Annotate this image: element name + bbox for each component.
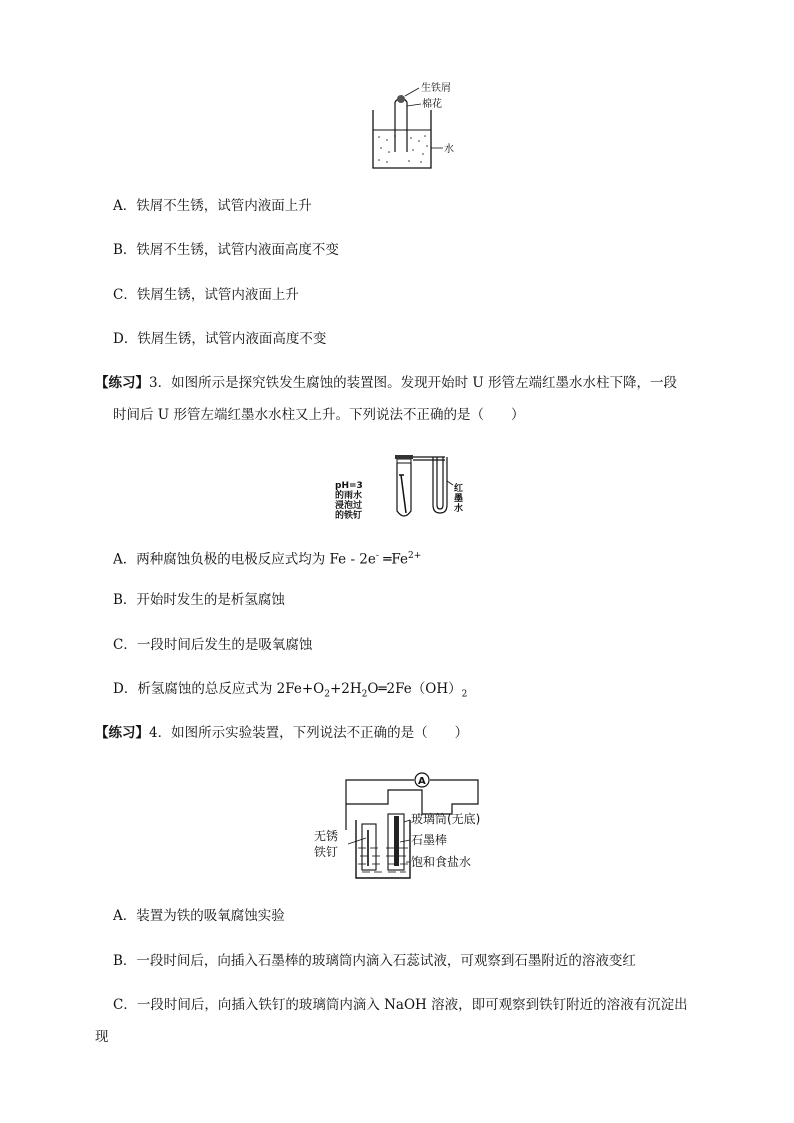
q3-d-sub3: 2 [461, 689, 468, 700]
q3-a-sup-charge: 2+ [407, 551, 422, 561]
q3-a-mid: ═Fe [378, 551, 408, 568]
fig4-label-graphite: 石墨棒 [411, 833, 448, 847]
fig4-label-iron-nail: 铁钉 [314, 845, 339, 859]
fig3-label-ink: 墨 [454, 494, 464, 504]
fig3-label-soaked: 浸泡过 [335, 501, 363, 511]
fig4-ammeter-label: A [418, 776, 426, 787]
q4-tag: 【练习】 [95, 725, 149, 741]
figure-test-tube-beaker [365, 82, 475, 174]
q3-tag: 【练习】 [95, 375, 149, 391]
q3-option-b: B．开始时发生的是析氢腐蚀 [113, 592, 285, 608]
q3-option-c: C．一段时间后发生的是吸氧腐蚀 [113, 637, 313, 653]
fig4-label-brine: 饱和食盐水 [411, 855, 472, 869]
q3-d-text: D．析氢腐蚀的总反应式为 2Fe+O [113, 681, 325, 697]
fig3-label-red: 红 [454, 484, 464, 494]
q3-stem-line2: 时间后 U 形管左端红墨水水柱又上升。下列说法不正确的是（ ） [113, 407, 525, 423]
q4-option-b: B．一段时间后，向插入石墨棒的玻璃筒内滴入石蕊试液，可观察到石墨附近的溶液变红 [113, 953, 636, 969]
q3-d-sub1: 2 [324, 689, 330, 700]
fig4-label-glass-tube: 玻璃筒(无底) [411, 812, 481, 826]
q2-option-c: C．铁屑生锈，试管内液面上升 [113, 287, 299, 303]
q3-d-sub2: 2 [361, 689, 368, 700]
q3-stem-line1 [95, 374, 677, 392]
fig3-label-water: 水 [454, 504, 464, 514]
q2-option-d: D．铁屑生锈，试管内液面高度不变 [113, 331, 327, 347]
q4-stem-text: 4．如图所示实验装置，下列说法不正确的是（ ） [149, 725, 469, 741]
q2-option-b: B．铁屑不生锈，试管内液面高度不变 [113, 242, 339, 258]
q4-option-c-line2: 现 [95, 1029, 109, 1045]
q3-a-sup-minus: - [375, 551, 379, 561]
fig4-label-rustless: 无锈 [314, 829, 339, 843]
q4-option-a: A．装置为铁的吸氧腐蚀实验 [113, 908, 285, 924]
figure-corrosion-cell [310, 768, 510, 883]
q2-option-a: A．铁屑不生锈，试管内液面上升 [113, 198, 312, 214]
fig1-label-water: 水 [444, 144, 454, 155]
fig3-label-ph: pH=3 [335, 481, 363, 491]
q3-option-a [113, 547, 421, 569]
q3-a-text: A．两种腐蚀负极的电极反应式均为 Fe - 2e [113, 551, 376, 568]
q3-d-mid2: O═2Fe（OH） [367, 681, 462, 697]
q3-option-d [113, 680, 467, 704]
q4-stem [95, 724, 468, 742]
fig3-label-rain: 的雨水 [335, 491, 363, 501]
fig3-label-nail: 的铁钉 [335, 511, 363, 521]
q4-option-c-line1: C．一段时间后，向插入铁钉的玻璃筒内滴入 NaOH 溶液，即可观察到铁钉附近的溶液有沉淀出 [113, 997, 688, 1013]
q3-stem-text: 3．如图所示是探究铁发生腐蚀的装置图。发现开始时 U 形管左端红墨水水柱下降，一段 [149, 375, 678, 391]
figure-u-tube-apparatus [333, 445, 473, 527]
fig1-label-iron-filings: 生铁屑 [421, 83, 451, 94]
fig1-label-cotton: 棉花 [422, 99, 442, 110]
q3-d-mid1: +2H [329, 681, 362, 697]
